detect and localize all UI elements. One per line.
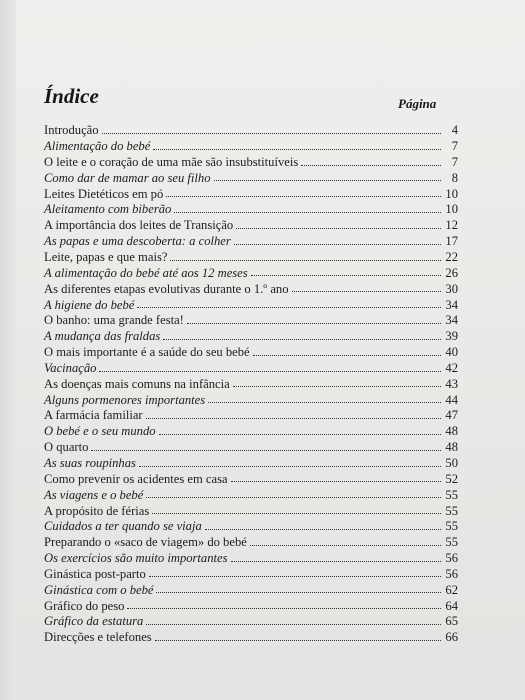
dot-leader — [253, 355, 441, 356]
toc-entry — [44, 153, 458, 169]
page-column-header: Página — [398, 96, 437, 111]
toc-entry-title: Leites Dietéticos em pó — [44, 186, 164, 201]
dot-leader — [146, 497, 441, 498]
toc-entry — [44, 359, 458, 375]
dot-leader — [187, 323, 441, 324]
toc-entry-title: O quarto — [44, 440, 89, 455]
toc-entry — [44, 580, 458, 596]
page-edge — [0, 0, 16, 700]
toc-entry-page: 39 — [445, 329, 458, 344]
toc-entry-title: Direcções e telefones — [44, 630, 152, 645]
toc-entry — [44, 343, 458, 359]
dot-leader — [214, 180, 441, 181]
table-of-contents — [44, 121, 458, 644]
toc-entry — [44, 454, 458, 470]
toc-entry — [44, 422, 458, 438]
toc-entry-page: 10 — [445, 186, 458, 201]
toc-entry-title: Cuidados a ter quando se viaja — [44, 519, 202, 534]
toc-entry-page: 56 — [445, 566, 458, 581]
dot-leader — [146, 418, 441, 419]
toc-entry-page: 56 — [445, 551, 458, 566]
toc-entry-page: 66 — [445, 630, 458, 645]
toc-entry-title: Alguns pormenores importantes — [44, 392, 206, 407]
toc-entry — [44, 628, 458, 644]
toc-entry-title: Os exercícios são muito importantes — [44, 551, 228, 566]
toc-entry-title: Como dar de mamar ao seu filho — [44, 170, 211, 185]
dot-leader — [174, 212, 441, 213]
toc-entry-title: A importância dos leites de Transição — [44, 218, 234, 233]
toc-entry — [44, 612, 458, 628]
toc-entry-page: 17 — [445, 234, 458, 249]
toc-entry-page: 40 — [445, 345, 458, 360]
dot-leader — [163, 339, 441, 340]
toc-entry-title: Ginástica com o bebé — [44, 582, 154, 597]
dot-leader — [236, 228, 441, 229]
toc-entry-page: 34 — [445, 297, 458, 312]
dot-leader — [155, 640, 441, 641]
toc-entry-page: 55 — [445, 503, 458, 518]
toc-entry-page: 8 — [451, 170, 458, 185]
toc-entry — [44, 169, 458, 185]
dot-leader — [153, 149, 441, 150]
toc-entry-title: O leite e o coração de uma mãe são insubstituíveis — [44, 154, 299, 169]
toc-entry — [44, 232, 458, 248]
toc-entry-page: 30 — [445, 281, 458, 296]
dot-leader — [137, 307, 441, 308]
toc-entry-title: Preparando o «saco de viagem» do bebé — [44, 535, 247, 550]
toc-entry-page: 44 — [445, 392, 458, 407]
toc-entry — [44, 406, 458, 422]
toc-entry-title: Gráfico do peso — [44, 598, 125, 613]
toc-entry — [44, 596, 458, 612]
toc-entry-title: A farmácia familiar — [44, 408, 143, 423]
toc-entry-title: Como prevenir os acidentes em casa — [44, 471, 228, 486]
toc-entry-title: Alimentação do bebé — [44, 139, 151, 154]
dot-leader — [292, 291, 441, 292]
dot-leader — [251, 275, 441, 276]
toc-entry-title: Gráfico da estatura — [44, 614, 144, 629]
toc-entry — [44, 549, 458, 565]
toc-entry-page: 43 — [445, 376, 458, 391]
toc-entry-page: 48 — [445, 440, 458, 455]
dot-leader — [99, 371, 441, 372]
toc-entry — [44, 501, 458, 517]
dot-leader — [250, 545, 441, 546]
toc-entry — [44, 216, 458, 232]
toc-entry-title: O bebé e o seu mundo — [44, 424, 156, 439]
toc-entry-page: 65 — [445, 614, 458, 629]
toc-entry-page: 10 — [445, 202, 458, 217]
toc-entry-title: Ginástica post-parto — [44, 566, 146, 581]
toc-entry — [44, 137, 458, 153]
toc-entry — [44, 200, 458, 216]
toc-entry-title: Vacinação — [44, 360, 97, 375]
dot-leader — [146, 624, 441, 625]
toc-entry-page: 47 — [445, 408, 458, 423]
dot-leader — [102, 133, 441, 134]
toc-entry-page: 12 — [445, 218, 458, 233]
toc-entry — [44, 121, 458, 137]
toc-entry-page: 48 — [445, 424, 458, 439]
index-heading: Índice — [44, 84, 99, 108]
toc-entry-page: 55 — [445, 519, 458, 534]
dot-leader — [205, 529, 441, 530]
toc-entry-title: A higiene do bebé — [44, 297, 135, 312]
dot-leader — [208, 402, 441, 403]
dot-leader — [234, 244, 441, 245]
toc-entry-title: Introdução — [44, 123, 99, 138]
toc-entry-page: 22 — [445, 250, 458, 264]
toc-entry — [44, 184, 458, 200]
toc-entry-title: As papas e uma descoberta: a colher — [44, 234, 231, 249]
toc-entry — [44, 327, 458, 343]
toc-entry-page: 7 — [451, 154, 458, 169]
dot-leader — [166, 196, 441, 197]
toc-entry-page: 42 — [445, 360, 458, 375]
toc-entry-title: Aleitamento com biberão — [44, 202, 172, 217]
dot-leader — [152, 513, 441, 514]
toc-entry — [44, 485, 458, 501]
toc-entry-title: A propósito de férias — [44, 503, 150, 518]
toc-entry-page: 64 — [445, 598, 458, 613]
toc-entry-title: As diferentes etapas evolutivas durante o 1.º ano — [44, 281, 289, 296]
toc-entry — [44, 311, 458, 327]
toc-entry — [44, 533, 458, 549]
dot-leader — [231, 561, 441, 562]
toc-entry — [44, 517, 458, 533]
toc-entry — [44, 279, 458, 295]
toc-entry-page: 55 — [445, 487, 458, 502]
dot-leader — [233, 386, 441, 387]
toc-entry — [44, 438, 458, 454]
toc-entry-page: 26 — [445, 265, 458, 280]
dot-leader — [159, 434, 441, 435]
dot-leader — [149, 576, 441, 577]
dot-leader — [91, 450, 441, 451]
toc-entry — [44, 470, 458, 486]
toc-entry — [44, 264, 458, 280]
dot-leader — [231, 481, 441, 482]
toc-entry-title: Leite, papas e que mais? — [44, 250, 168, 264]
toc-entry-title: As suas roupinhas — [44, 455, 136, 470]
toc-entry-page: 52 — [445, 471, 458, 486]
dot-leader — [139, 466, 441, 467]
toc-entry-page: 50 — [445, 455, 458, 470]
toc-entry — [44, 295, 458, 311]
dot-leader — [127, 608, 441, 609]
toc-entry-title: As viagens e o bebé — [44, 487, 144, 502]
toc-entry — [44, 390, 458, 406]
toc-entry-title: O banho: uma grande festa! — [44, 313, 184, 328]
toc-entry-title: O mais importante é a saúde do seu bebé — [44, 345, 250, 360]
dot-leader — [156, 592, 441, 593]
toc-entry — [44, 248, 458, 264]
toc-entry — [44, 565, 458, 581]
toc-entry — [44, 375, 458, 391]
toc-entry-page: 34 — [445, 313, 458, 328]
dot-leader — [301, 165, 441, 166]
toc-entry-title: A mudança das fraldas — [44, 329, 161, 344]
toc-entry-page: 4 — [451, 123, 458, 138]
toc-entry-title: A alimentação do bebé até aos 12 meses — [44, 265, 248, 280]
toc-entry-page: 55 — [445, 535, 458, 550]
toc-entry-title: As doenças mais comuns na infância — [44, 376, 230, 391]
dot-leader — [170, 260, 441, 261]
toc-entry-page: 62 — [445, 582, 458, 597]
toc-entry-page: 7 — [451, 139, 458, 154]
